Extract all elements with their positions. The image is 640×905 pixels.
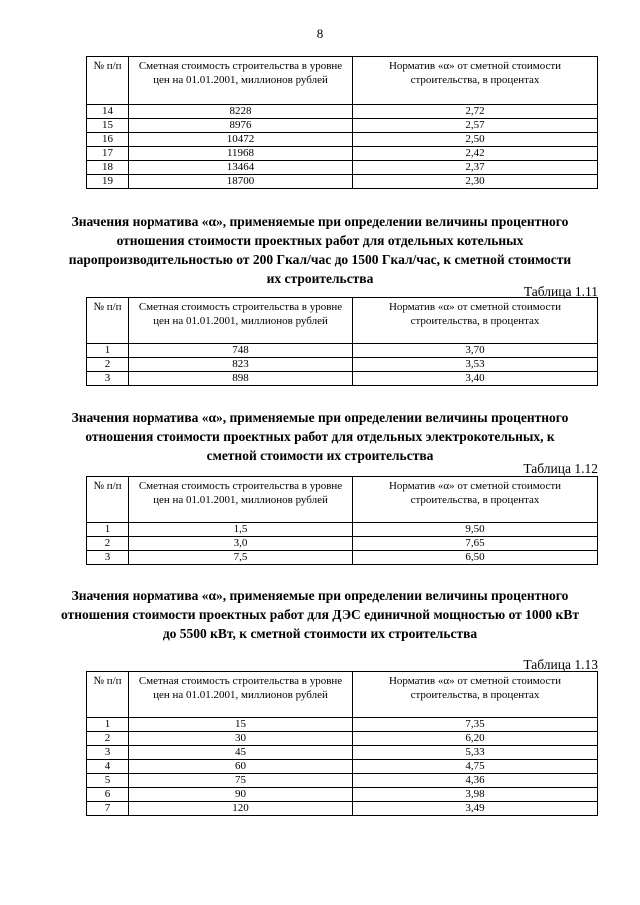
cell-cost: 45	[129, 746, 353, 760]
table-row	[87, 551, 598, 565]
section-heading: Значения норматива «α», применяемые при определении величины процентного отношения стоимости проектных работ для ДЭС единичной мощностью от 1000 кВт до 5500 кВт, к сметной стоимости их строительства	[61, 588, 579, 641]
cell-norm: 7,65	[353, 537, 598, 551]
cell-cost: 60	[129, 760, 353, 774]
table-row	[87, 718, 598, 732]
cell-number: 17	[87, 147, 129, 161]
table-row	[87, 746, 598, 760]
table-1-11	[86, 297, 598, 386]
table-row	[87, 537, 598, 551]
cell-number: 2	[87, 537, 129, 551]
cell-number: 1	[87, 718, 129, 732]
cell-norm: 2,42	[353, 147, 598, 161]
cell-norm: 2,50	[353, 133, 598, 147]
cell-norm: 3,70	[353, 344, 598, 358]
col-header-number: № п/п	[87, 477, 129, 523]
cell-cost: 30	[129, 732, 353, 746]
section-heading: Значения норматива «α», применяемые при определении величины процентного отношения стоимости проектных работ для отдельных электрокотельных, к сметной стоимости их строительства	[71, 410, 569, 463]
cell-number: 1	[87, 523, 129, 537]
cell-number: 5	[87, 774, 129, 788]
cell-norm: 3,98	[353, 788, 598, 802]
table-row	[87, 161, 598, 175]
table-row	[87, 358, 598, 372]
table-row	[87, 760, 598, 774]
section-1-13	[0, 586, 640, 643]
table-row	[87, 802, 598, 816]
cell-number: 3	[87, 372, 129, 386]
cell-norm: 2,30	[353, 175, 598, 189]
col-header-number: № п/п	[87, 672, 129, 718]
table-1-13	[86, 671, 598, 816]
cell-cost: 3,0	[129, 537, 353, 551]
section-1-12	[0, 408, 640, 465]
cell-norm: 2,72	[353, 105, 598, 119]
cell-norm: 5,33	[353, 746, 598, 760]
cell-number: 16	[87, 133, 129, 147]
table-continuation	[86, 56, 598, 189]
table-1-12	[86, 476, 598, 565]
table-row	[87, 344, 598, 358]
cell-cost: 15	[129, 718, 353, 732]
col-header-number: № п/п	[87, 57, 129, 105]
cell-cost: 11968	[129, 147, 353, 161]
cell-number: 14	[87, 105, 129, 119]
cell-cost: 8228	[129, 105, 353, 119]
table-row	[87, 133, 598, 147]
table-row	[87, 175, 598, 189]
cell-norm: 7,35	[353, 718, 598, 732]
cell-cost: 75	[129, 774, 353, 788]
cell-norm: 9,50	[353, 523, 598, 537]
cell-cost: 823	[129, 358, 353, 372]
section-1-11	[0, 212, 640, 288]
cell-number: 6	[87, 788, 129, 802]
table-row	[87, 147, 598, 161]
col-header-cost: Сметная стоимость строительства в уровне цен на 01.01.2001, миллионов рублей	[129, 672, 353, 718]
cell-norm: 2,57	[353, 119, 598, 133]
table-row	[87, 523, 598, 537]
cell-number: 19	[87, 175, 129, 189]
cell-cost: 90	[129, 788, 353, 802]
cell-cost: 1,5	[129, 523, 353, 537]
table-row	[87, 372, 598, 386]
col-header-norm: Норматив «α» от сметной стоимости строительства, в процентах	[353, 672, 598, 718]
table-row	[87, 119, 598, 133]
cell-number: 2	[87, 358, 129, 372]
page-number: 8	[316, 26, 324, 41]
table-row	[87, 105, 598, 119]
cell-norm: 3,40	[353, 372, 598, 386]
cell-cost: 18700	[129, 175, 353, 189]
cell-norm: 3,49	[353, 802, 598, 816]
cell-norm: 3,53	[353, 358, 598, 372]
cell-cost: 748	[129, 344, 353, 358]
cell-number: 4	[87, 760, 129, 774]
col-header-number: № п/п	[87, 298, 129, 344]
table-row	[87, 732, 598, 746]
table-caption: Таблица 1.11	[523, 284, 598, 299]
col-header-norm: Норматив «α» от сметной стоимости строительства, в процентах	[353, 477, 598, 523]
col-header-norm: Норматив «α» от сметной стоимости строительства, в процентах	[353, 57, 598, 105]
cell-number: 1	[87, 344, 129, 358]
table-row	[87, 774, 598, 788]
col-header-cost: Сметная стоимость строительства в уровне цен на 01.01.2001, миллионов рублей	[129, 57, 353, 105]
cell-number: 3	[87, 551, 129, 565]
cell-number: 2	[87, 732, 129, 746]
col-header-norm: Норматив «α» от сметной стоимости строительства, в процентах	[353, 298, 598, 344]
cell-norm: 6,20	[353, 732, 598, 746]
cell-number: 18	[87, 161, 129, 175]
cell-norm: 6,50	[353, 551, 598, 565]
table-caption: Таблица 1.12	[523, 461, 598, 476]
cell-cost: 120	[129, 802, 353, 816]
cell-norm: 2,37	[353, 161, 598, 175]
table-caption: Таблица 1.13	[523, 657, 598, 672]
cell-number: 15	[87, 119, 129, 133]
col-header-cost: Сметная стоимость строительства в уровне цен на 01.01.2001, миллионов рублей	[129, 477, 353, 523]
section-heading: Значения норматива «α», применяемые при определении величины процентного отношения стоимости проектных работ для отдельных котельных паропроизводительностью от 200 Гкал/час до 1500 Гкал/час, к сметной стоимости их строительства	[68, 214, 572, 286]
cell-norm: 4,75	[353, 760, 598, 774]
cell-norm: 4,36	[353, 774, 598, 788]
cell-number: 7	[87, 802, 129, 816]
cell-number: 3	[87, 746, 129, 760]
col-header-cost: Сметная стоимость строительства в уровне цен на 01.01.2001, миллионов рублей	[129, 298, 353, 344]
cell-cost: 10472	[129, 133, 353, 147]
cell-cost: 898	[129, 372, 353, 386]
cell-cost: 8976	[129, 119, 353, 133]
table-row	[87, 788, 598, 802]
cell-cost: 13464	[129, 161, 353, 175]
cell-cost: 7,5	[129, 551, 353, 565]
